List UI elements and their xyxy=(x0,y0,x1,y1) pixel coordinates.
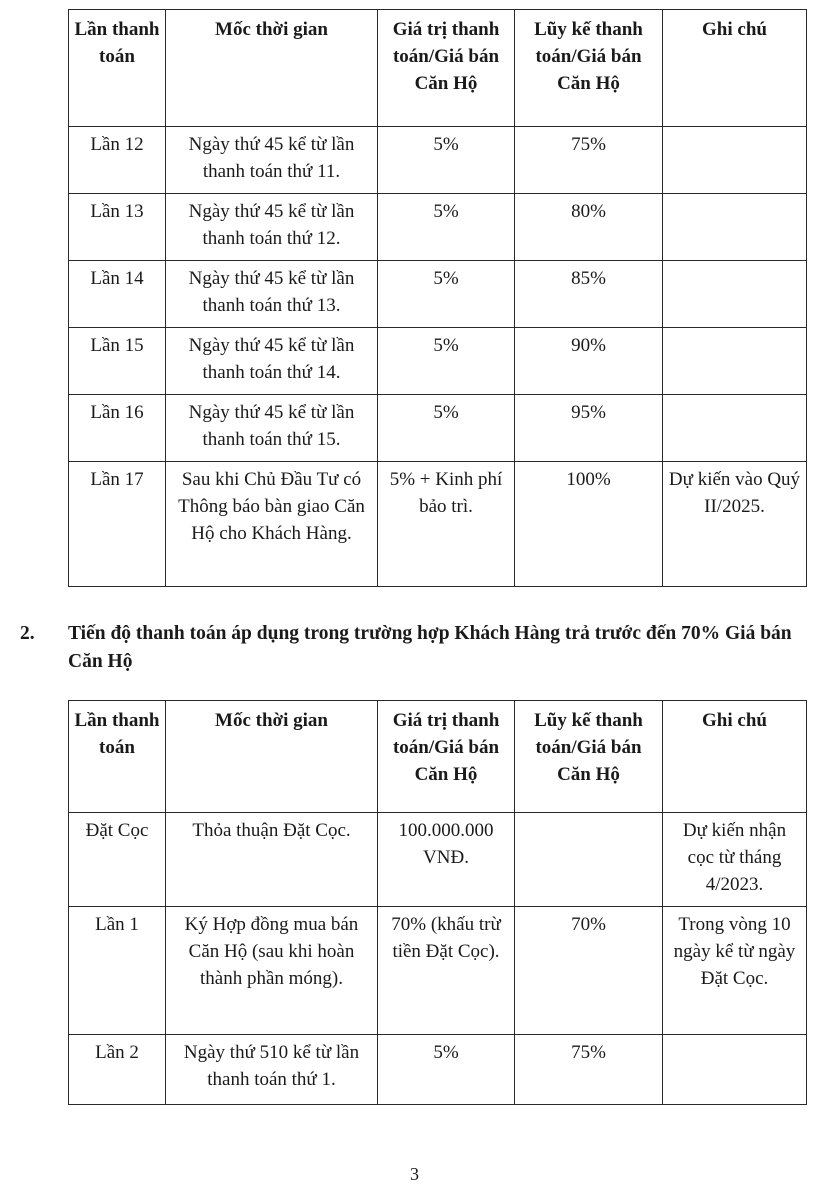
header-note: Ghi chú xyxy=(663,10,807,127)
cell-installment: Lần 13 xyxy=(69,194,166,261)
cell-milestone: Ngày thứ 45 kể từ lần thanh toán thứ 15. xyxy=(166,395,378,462)
cell-milestone: Ngày thứ 45 kể từ lần thanh toán thứ 14. xyxy=(166,328,378,395)
cell-installment: Lần 2 xyxy=(69,1035,166,1105)
cell-note xyxy=(663,261,807,328)
cell-note xyxy=(663,1035,807,1105)
page-number: 3 xyxy=(410,1164,419,1184)
header-installment: Lần thanh toán xyxy=(69,10,166,127)
header-milestone: Mốc thời gian xyxy=(166,10,378,127)
header-installment: Lần thanh toán xyxy=(69,701,166,813)
cell-payment-value: 5% xyxy=(378,1035,515,1105)
header-milestone: Mốc thời gian xyxy=(166,701,378,813)
cell-cumulative: 95% xyxy=(515,395,663,462)
header-note: Ghi chú xyxy=(663,701,807,813)
cell-cumulative: 75% xyxy=(515,1035,663,1105)
header-cumulative: Lũy kế thanh toán/Giá bán Căn Hộ xyxy=(515,10,663,127)
section-title: Tiến độ thanh toán áp dụng trong trường hợp Khách Hàng trả trước đến 70% Giá bán Căn Hộ xyxy=(68,623,792,672)
table-header-row xyxy=(69,701,807,813)
cell-milestone: Ngày thứ 510 kể từ lần thanh toán thứ 1. xyxy=(166,1035,378,1105)
cell-installment: Lần 15 xyxy=(69,328,166,395)
header-cumulative: Lũy kế thanh toán/Giá bán Căn Hộ xyxy=(515,701,663,813)
table-row xyxy=(69,194,807,261)
payment-schedule-table-2 xyxy=(68,700,807,1105)
cell-cumulative xyxy=(515,813,663,907)
table-row xyxy=(69,1035,807,1105)
section-number: 2. xyxy=(20,623,35,644)
cell-note xyxy=(663,395,807,462)
cell-milestone: Ngày thứ 45 kể từ lần thanh toán thứ 11. xyxy=(166,127,378,194)
cell-note xyxy=(663,127,807,194)
cell-installment: Lần 12 xyxy=(69,127,166,194)
cell-installment: Lần 16 xyxy=(69,395,166,462)
cell-payment-value: 5% xyxy=(378,395,515,462)
cell-note: Dự kiến vào Quý II/2025. xyxy=(663,462,807,587)
table-row xyxy=(69,395,807,462)
cell-note xyxy=(663,328,807,395)
cell-cumulative: 80% xyxy=(515,194,663,261)
payment-schedule-table-1 xyxy=(68,9,807,587)
cell-cumulative: 100% xyxy=(515,462,663,587)
cell-milestone: Ngày thứ 45 kể từ lần thanh toán thứ 13. xyxy=(166,261,378,328)
cell-cumulative: 85% xyxy=(515,261,663,328)
cell-payment-value: 5% xyxy=(378,328,515,395)
cell-installment: Lần 1 xyxy=(69,907,166,1035)
cell-note: Dự kiến nhận cọc từ tháng 4/2023. xyxy=(663,813,807,907)
cell-installment: Đặt Cọc xyxy=(69,813,166,907)
cell-note: Trong vòng 10 ngày kể từ ngày Đặt Cọc. xyxy=(663,907,807,1035)
cell-note xyxy=(663,194,807,261)
cell-cumulative: 90% xyxy=(515,328,663,395)
cell-payment-value: 5% xyxy=(378,194,515,261)
table-row xyxy=(69,462,807,587)
table-row xyxy=(69,261,807,328)
table-row xyxy=(69,813,807,907)
cell-payment-value: 5% xyxy=(378,127,515,194)
cell-payment-value: 70% (khấu trừ tiền Đặt Cọc). xyxy=(378,907,515,1035)
table-row xyxy=(69,127,807,194)
cell-installment: Lần 17 xyxy=(69,462,166,587)
table-row xyxy=(69,907,807,1035)
header-payment-value: Giá trị thanh toán/Giá bán Căn Hộ xyxy=(378,10,515,127)
cell-milestone: Ký Hợp đồng mua bán Căn Hộ (sau khi hoàn thành phần móng). xyxy=(166,907,378,1035)
cell-milestone: Thỏa thuận Đặt Cọc. xyxy=(166,813,378,907)
cell-cumulative: 75% xyxy=(515,127,663,194)
cell-payment-value: 5% + Kinh phí bảo trì. xyxy=(378,462,515,587)
cell-milestone: Sau khi Chủ Đầu Tư có Thông báo bàn giao Căn Hộ cho Khách Hàng. xyxy=(166,462,378,587)
table-row xyxy=(69,328,807,395)
cell-installment: Lần 14 xyxy=(69,261,166,328)
cell-payment-value: 100.000.000 VNĐ. xyxy=(378,813,515,907)
cell-milestone: Ngày thứ 45 kể từ lần thanh toán thứ 12. xyxy=(166,194,378,261)
header-payment-value: Giá trị thanh toán/Giá bán Căn Hộ xyxy=(378,701,515,813)
cell-payment-value: 5% xyxy=(378,261,515,328)
table-header-row xyxy=(69,10,807,127)
cell-cumulative: 70% xyxy=(515,907,663,1035)
